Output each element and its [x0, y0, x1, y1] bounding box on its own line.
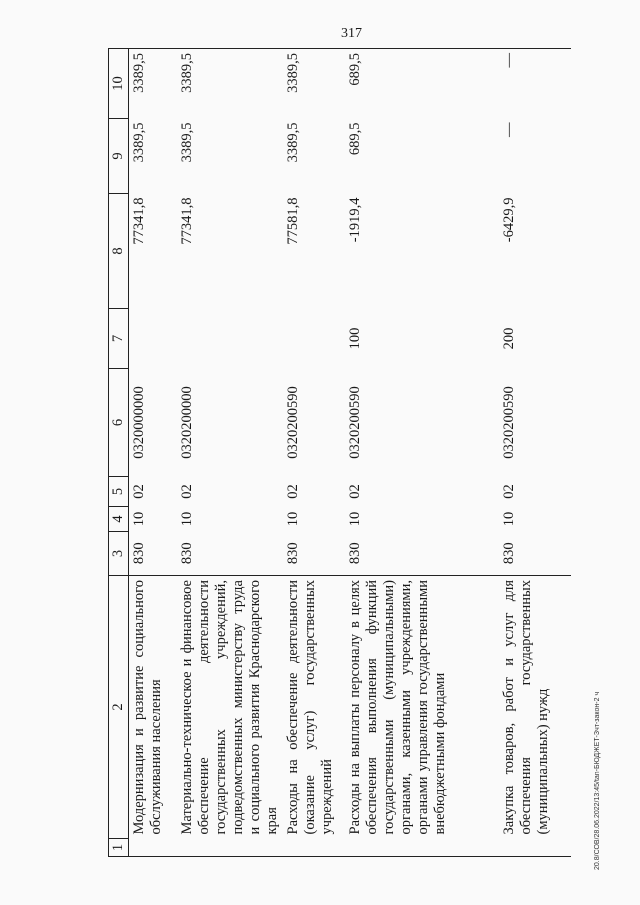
header-cell: 6: [109, 369, 129, 477]
type-cell: [129, 309, 178, 369]
rotated-table-container: [108, 49, 590, 857]
table-row: [345, 49, 499, 857]
header-cell: 3: [109, 532, 129, 576]
row-number-cell: [499, 839, 571, 857]
header-cell: 1: [109, 839, 129, 857]
row-number-cell: [283, 839, 345, 857]
target-cell: 0320200000: [179, 386, 195, 459]
subsection-cell: 02: [285, 484, 301, 499]
document-stamp: 20.8/СОВ/28.06.2022/13:45/tan-БЮДЖЕТ-Зчт-закон-2 ч: [594, 691, 601, 870]
code-cell: 830: [347, 542, 363, 565]
subsection-cell: 02: [131, 484, 147, 499]
row-number-cell: [129, 839, 178, 857]
description-cell: Расходы на обеспечение деятельности (оказание услуг) государственных учреждений: [283, 576, 345, 839]
header-cell: 2: [109, 576, 129, 839]
table-row: [177, 49, 283, 857]
header-cell: 4: [109, 507, 129, 532]
amount-cell: -6429,9: [501, 197, 517, 243]
subsection-cell: 02: [179, 484, 195, 499]
subsection-cell: 02: [501, 484, 517, 499]
code-cell: 830: [179, 542, 195, 565]
target-cell: 0320200590: [501, 386, 517, 459]
type-cell: [283, 309, 345, 369]
type-cell: [177, 309, 283, 369]
row-number-cell: [345, 839, 499, 857]
amount-cell: -1919,4: [347, 197, 363, 243]
table-row: [283, 49, 345, 857]
amount-cell: 3389,5: [131, 122, 147, 163]
amount-cell: 3389,5: [285, 122, 301, 163]
description-cell: Материально-техническое и финансовое обеспечение деятельности государственных учреждений, подведомственных министерству труда и социального развития Краснодарского края: [177, 576, 283, 839]
description-cell: Модернизация и развитие социального обслуживания населения: [129, 576, 178, 839]
amount-cell: 689,5: [345, 49, 499, 119]
section-cell: 10: [285, 511, 301, 527]
type-cell: 200: [501, 327, 517, 350]
amount-cell: 77341,8: [131, 197, 147, 245]
amount-cell: 77581,8: [285, 197, 301, 245]
amount-cell: 77341,8: [179, 197, 195, 245]
amount-cell: 3389,5: [177, 49, 283, 119]
row-number-cell: [177, 839, 283, 857]
amount-cell: —: [501, 122, 517, 137]
amount-cell: 689,5: [347, 122, 363, 156]
header-cell: 9: [109, 119, 129, 194]
amount-cell: 3389,5: [283, 49, 345, 119]
header-row: [109, 49, 129, 857]
section-cell: 10: [347, 511, 363, 527]
header-cell: 10: [109, 49, 129, 119]
budget-table: [108, 48, 571, 857]
section-cell: 10: [501, 511, 517, 527]
table-row: [499, 49, 571, 857]
page-number: 317: [341, 26, 362, 41]
target-cell: 0320200590: [347, 386, 363, 459]
code-cell: 830: [501, 542, 517, 565]
description-cell: Закупка товаров, работ и услуг для обеспечения государственных (муниципальных) нужд: [499, 576, 571, 839]
section-cell: 10: [179, 511, 195, 527]
target-cell: 0320000000: [131, 386, 147, 459]
amount-cell: 3389,5: [129, 49, 178, 119]
header-cell: 7: [109, 309, 129, 369]
table-row: [129, 49, 178, 857]
target-cell: 0320200590: [285, 386, 301, 459]
code-cell: 830: [131, 542, 147, 565]
type-cell: 100: [347, 327, 363, 350]
code-cell: 830: [285, 542, 301, 565]
description-cell: Расходы на выплаты персоналу в целях обеспечения выполнения функций государственными (муниципальными) органами, казенными учреждениями, органами управления государственными внебюджетными фондами: [345, 576, 499, 839]
header-cell: 8: [109, 194, 129, 309]
section-cell: 10: [131, 511, 147, 527]
amount-cell: 3389,5: [179, 122, 195, 163]
amount-cell: —: [499, 49, 571, 119]
header-cell: 5: [109, 477, 129, 507]
subsection-cell: 02: [347, 484, 363, 499]
